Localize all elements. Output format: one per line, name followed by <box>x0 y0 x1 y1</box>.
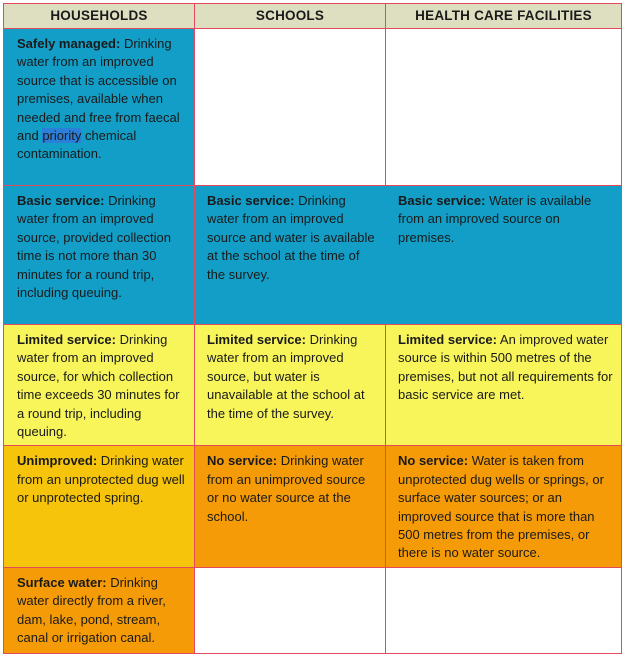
cell-title: Limited service: <box>17 332 116 347</box>
cell-title: No service: <box>207 453 278 469</box>
cell-text: Water is taken from unprotected dug wells or springs, or surface water sources; or an improved source that is more than 500 metres from the premises, or there is no water source. <box>398 453 604 561</box>
header-health-care-facilities: HEALTH CARE FACILITIES <box>386 4 622 29</box>
cell-health-basic <box>386 186 622 325</box>
cell-health-empty <box>386 567 622 653</box>
row-basic-service <box>4 186 622 325</box>
cell-schools-limited <box>195 325 386 446</box>
cell-title: Basic service: <box>207 193 295 208</box>
cell-title: Limited service: <box>207 332 306 347</box>
cell-text: Drinking water directly from a river, dam, lake, pond, stream, canal or irrigation canal. <box>17 574 166 646</box>
header-row <box>4 4 622 29</box>
cell-households-surface-water <box>4 567 195 653</box>
cell-text: Drinking water from an improved source, provided collection time is not more than 30 minutes for a round trip, including queuing. <box>17 193 171 301</box>
cell-title: Unimproved: <box>17 453 98 469</box>
cell-title: No service: <box>398 453 469 469</box>
cell-health-no-service <box>386 446 622 567</box>
cell-text: Drinking water from an unprotected dug well or unprotected spring. <box>17 453 185 506</box>
cell-title: Basic service: <box>398 193 486 208</box>
cell-households-safely-managed <box>4 29 195 186</box>
cell-title: Surface water: <box>17 574 107 590</box>
service-ladder-table <box>3 3 622 654</box>
cell-title: Safely managed: <box>17 36 121 51</box>
cell-text: Drinking water from an unimproved source or no water source at the school. <box>207 453 366 524</box>
cell-text: Drinking water from an improved source, but water is unavailable at the school at the time of the survey. <box>207 332 365 421</box>
selected-text-highlight: priority <box>42 128 82 144</box>
cell-text: Drinking water from an improved source, for which collection time exceeds 30 minutes for a round trip, including queuing. <box>17 332 180 440</box>
cell-text: Water is available from an improved source on premises. <box>398 193 592 245</box>
cell-households-limited <box>4 325 195 446</box>
cell-health-limited <box>386 325 622 446</box>
cell-schools-basic <box>195 186 386 325</box>
cell-text: Drinking water from an improved source that is accessible on premises, available when needed and free from faecal and <box>17 36 180 144</box>
cell-text: Drinking water from an improved source and water is available at the school at the time of the survey. <box>207 193 375 282</box>
cell-title: Basic service: <box>17 193 105 208</box>
header-households: HOUSEHOLDS <box>4 4 195 29</box>
cell-health-empty <box>386 29 622 186</box>
row-safely-managed <box>4 29 622 186</box>
cell-schools-empty <box>195 29 386 186</box>
cell-households-unimproved <box>4 446 195 567</box>
cell-households-basic <box>4 186 195 325</box>
cell-schools-no-service <box>195 446 386 567</box>
header-schools: SCHOOLS <box>195 4 386 29</box>
row-surface-water <box>4 567 622 653</box>
cell-text: An improved water source is within 500 metres of the premises, but not all requirements for basic service are met. <box>398 332 613 403</box>
row-unimproved-no-service <box>4 446 622 567</box>
cell-text: chemical contamination. <box>17 128 137 162</box>
cell-title: Limited service: <box>398 332 497 347</box>
row-limited-service <box>4 325 622 446</box>
cell-schools-empty <box>195 567 386 653</box>
